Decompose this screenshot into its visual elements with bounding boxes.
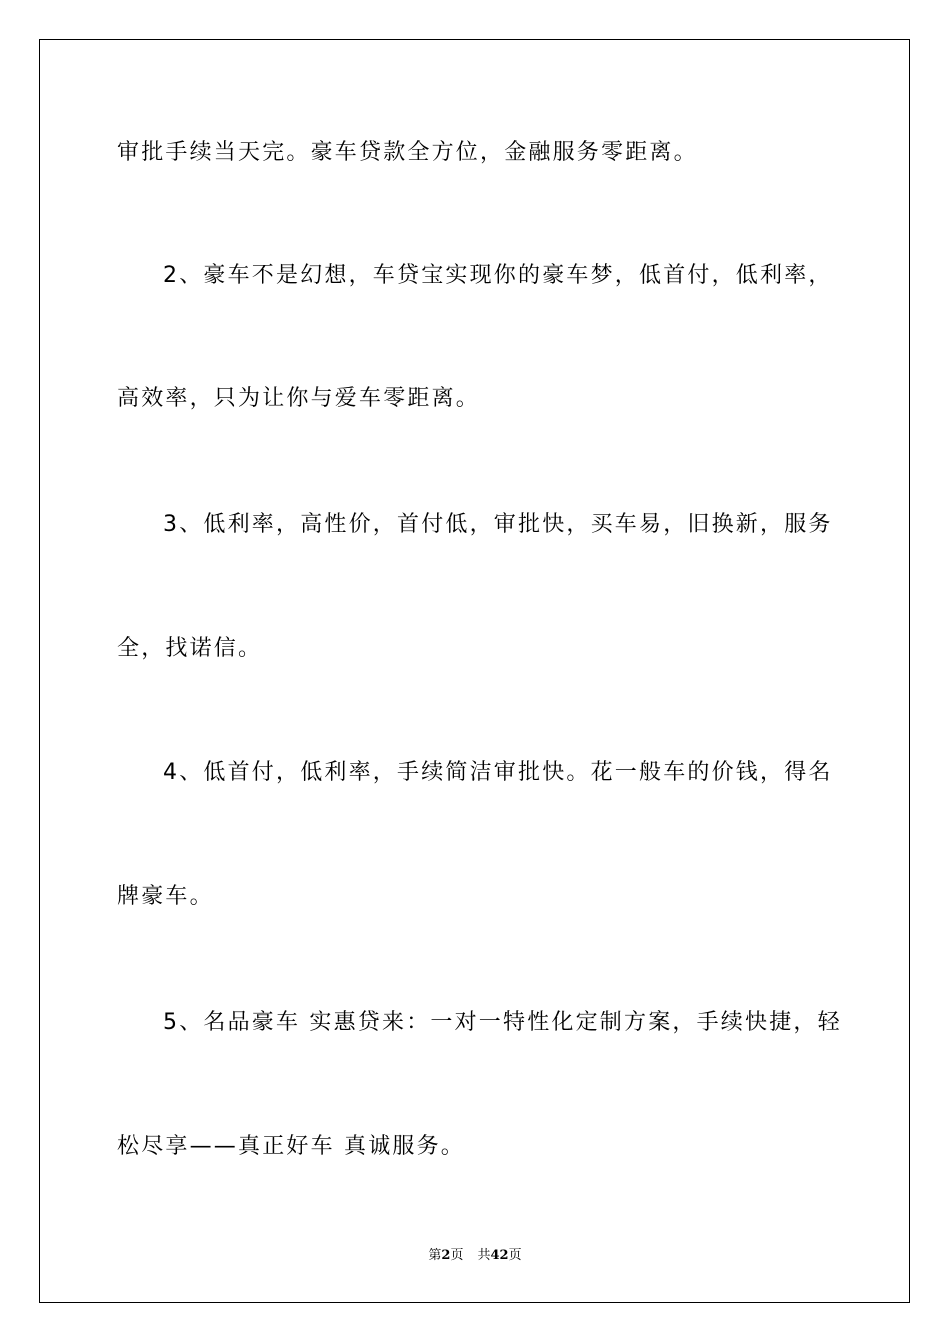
paragraph-4-line-2: 牌豪车。 (117, 884, 214, 909)
page-suffix: 页 (450, 1248, 464, 1263)
page-footer (0, 1247, 950, 1265)
total-pages: 42 (490, 1248, 509, 1263)
total-suffix: 页 (508, 1248, 522, 1263)
paragraph-2-line-1: 2、豪车不是幻想，车贷宝实现你的豪车梦，低首付，低利率， (163, 263, 833, 288)
paragraph-1-line-1: 审批手续当天完。豪车贷款全方位，金融服务零距离。 (117, 140, 698, 165)
paragraph-5-line-2: 松尽享——真正好车 真诚服务。 (117, 1134, 465, 1159)
paragraph-2-line-2: 高效率，只为让你与爱车零距离。 (117, 386, 481, 411)
paragraph-4-line-1: 4、低首付，低利率，手续简洁审批快。花一般车的价钱，得名 (163, 760, 833, 785)
paragraph-3-line-1: 3、低利率，高性价，首付低，审批快，买车易，旧换新，服务 (163, 512, 833, 537)
total-prefix: 共 (477, 1248, 491, 1263)
paragraph-3-line-2: 全，找诺信。 (117, 636, 263, 661)
page-border (39, 39, 910, 1303)
page-prefix: 第 (428, 1248, 442, 1263)
page-number: 2 (441, 1248, 451, 1263)
paragraph-5-line-1: 5、名品豪车 实惠贷来：一对一特性化定制方案，手续快捷，轻 (163, 1010, 842, 1035)
